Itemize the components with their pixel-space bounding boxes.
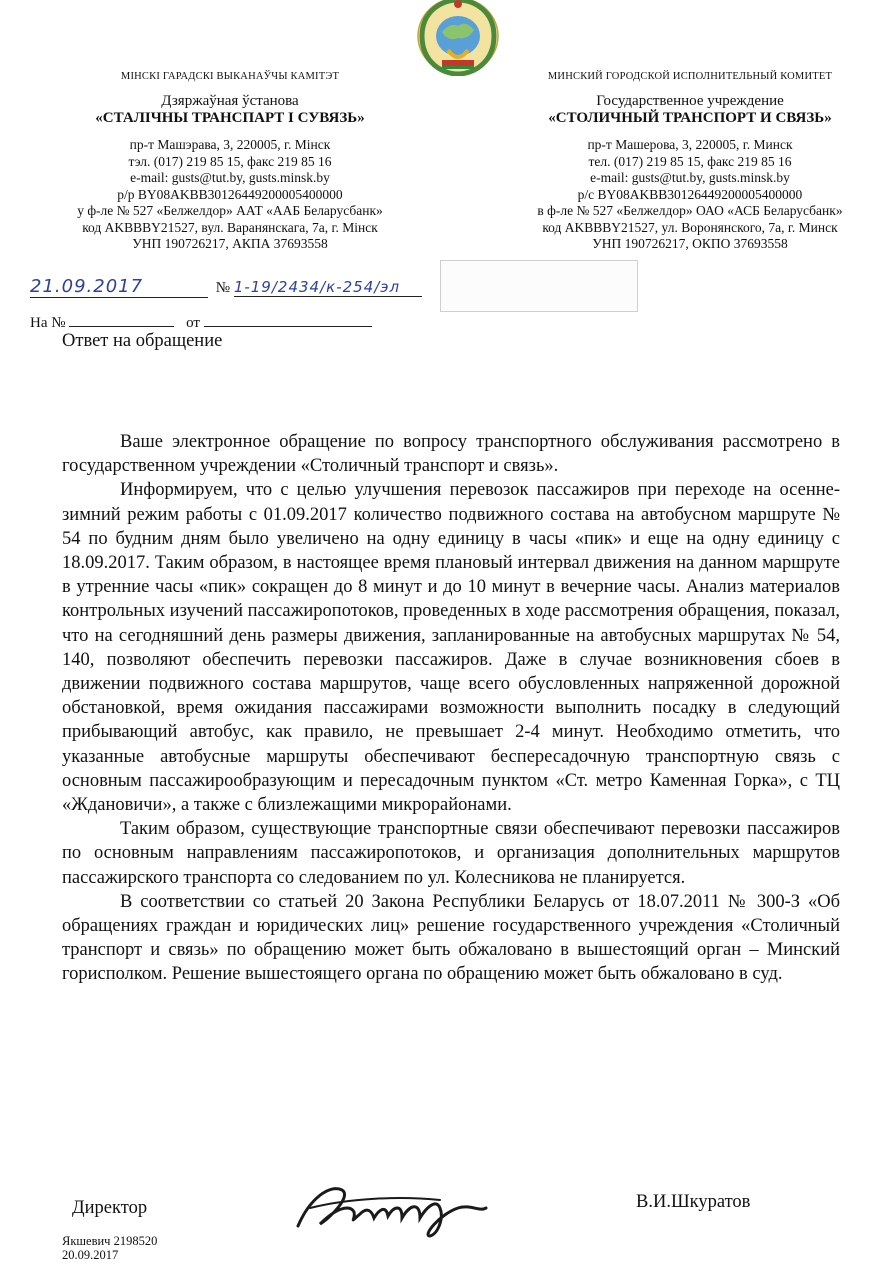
paragraph: В соответствии со статьей 20 Закона Республики Беларусь от 18.07.2011 № 300-З «Об обращениях граждан и юридических лиц» решение государственного учреждения «Столичный транспорт и связь» по обращению может быть обжаловано в вышестоящий орган – Минский горисполком. Решение вышестоящего органа по обращению может быть обжаловано в суд. [62,891,840,985]
header-left-institution-type: Дзяржаўная ўстанова [161,93,299,109]
header-right-line: в ф-ле № 527 «Белжелдор» ОАО «АСБ Беларусбанк» [537,203,843,218]
header-left [40,68,420,253]
header-right-organization: МИНСКИЙ ГОРОДСКОЙ ИСПОЛНИТЕЛЬНЫЙ КОМИТЕТ [547,71,833,82]
header-left-line: e-mail: gusts@tut.by, gusts.minsk.by [130,170,330,185]
signature-title: Директор [72,1198,148,1218]
header-left-line: у ф-ле № 527 «Белжелдор» ААТ «ААБ Беларусбанк» [77,203,383,218]
header-right-institution-name: «СТОЛИЧНЫЙ ТРАНСПОРТ И СВЯЗЬ» [548,110,832,126]
header-right-line: e-mail: gusts@tut.by, gusts.minsk.by [590,170,790,185]
header-right-institution-type: Государственное учреждение [596,93,784,109]
footer-date: 20.09.2017 [62,1248,119,1262]
footer [62,1234,157,1262]
letter-body [62,430,840,987]
handwritten-signature-icon [290,1178,510,1240]
registration-number-label: № [215,280,231,296]
reference-number-label: На № [30,315,66,331]
header-left-line: тэл. (017) 219 85 15, факс 219 85 16 [128,153,332,169]
header-left-organization: МІНСКІ ГАРАДСКІ ВЫКАНАЎЧЫ КАМІТЭТ [120,71,340,82]
header-left-institution-name: «СТАЛІЧНЫ ТРАНСПАРТ І СУВЯЗЬ» [95,110,365,126]
header-left-line: код AKBBBY21527, вул. Варанянскага, 7а, г. Мінск [82,219,378,235]
paragraph: Ваше электронное обращение по вопросу транспортного обслуживания рассмотрено в государственном учреждении «Столичный транспорт и связь». [62,432,840,477]
header-right-line: р/с BY08AKBB30126449200005400000 [577,186,803,202]
header-left-line: УНП 190726217, АКПА 37693558 [132,236,328,251]
header-right [470,68,888,253]
header-right-line: тел. (017) 219 85 15, факс 219 85 16 [588,153,792,169]
redacted-recipient-box [440,260,638,312]
footer-executor: Якшевич 2198520 [62,1234,158,1248]
header-right-line: код AKBBBY21527, ул. Воронянского, 7а, г. Минск [542,219,838,235]
header-right-line: УНП 190726217, ОКПО 37693558 [592,236,788,251]
header-left-line: пр-т Машэрава, 3, 220005, г. Мінск [129,137,331,152]
state-emblem-icon [412,0,504,76]
reference-line [30,312,372,332]
paragraph: Таким образом, существующие транспортные связи обеспечивают перевозки пассажиров по основным направлениям пассажиропотоков, и организация дополнительных маршрутов пассажирского транспорта со следованием по ул. Колесникова не планируется. [62,819,840,888]
reference-from-label: от [186,315,200,331]
registration-line [30,276,422,298]
registration-number: 1-19/2434/к-254/эл [234,278,422,297]
registration-date: 21.09.2017 [30,276,208,298]
header-right-line: пр-т Машерова, 3, 220005, г. Минск [587,137,793,152]
header-left-line: р/р BY08AKBB30126449200005400000 [117,186,343,202]
paragraph: Информируем, что с целью улучшения перевозок пассажиров при переходе на осенне-зимний режим работы с 01.09.2017 количество подвижного состава на автобусном маршруте № 54 по будним дням было увеличено на одну единицу в часы «пик» и еще на одну единицу с 18.09.2017. Таким образом, в настоящее время плановый интервал движения на данном маршруте в утренние часы «пик» сокращен до 8 минут и до 10 минут в вечерние часы. Анализ материалов контрольных изучений пассажиропотоков, проведенных в ходе рассмотрения обращения, показал, что на сегодняшний день размеры движения, запланированные на автобусных маршрутах № 54, 140, позволяют обеспечить перевозки пассажиров. Даже в случае возникновения сбоев в движении подвижного состава маршрутов, чаще всего обусловленных напряженной дорожной обстановкой, время ожидания пассажирами возможности выполнить посадку в следующий прибывающий автобус, как правило, не превышает 2-4 минут. Необходимо отметить, что указанные автобусные маршруты обеспечивают беспересадочную транспортную связь с основным пассажирообразующим и пересадочным пунктом «Ст. метро Каменная Горка», с ТЦ «Ждановичи», а также с близлежащими микрорайонами. [62,480,840,816]
signature-name: В.И.Шкуратов [636,1192,751,1212]
reference-number-blank [69,312,174,327]
subject: Ответ на обращение [62,331,223,351]
reference-date-blank [204,312,372,327]
